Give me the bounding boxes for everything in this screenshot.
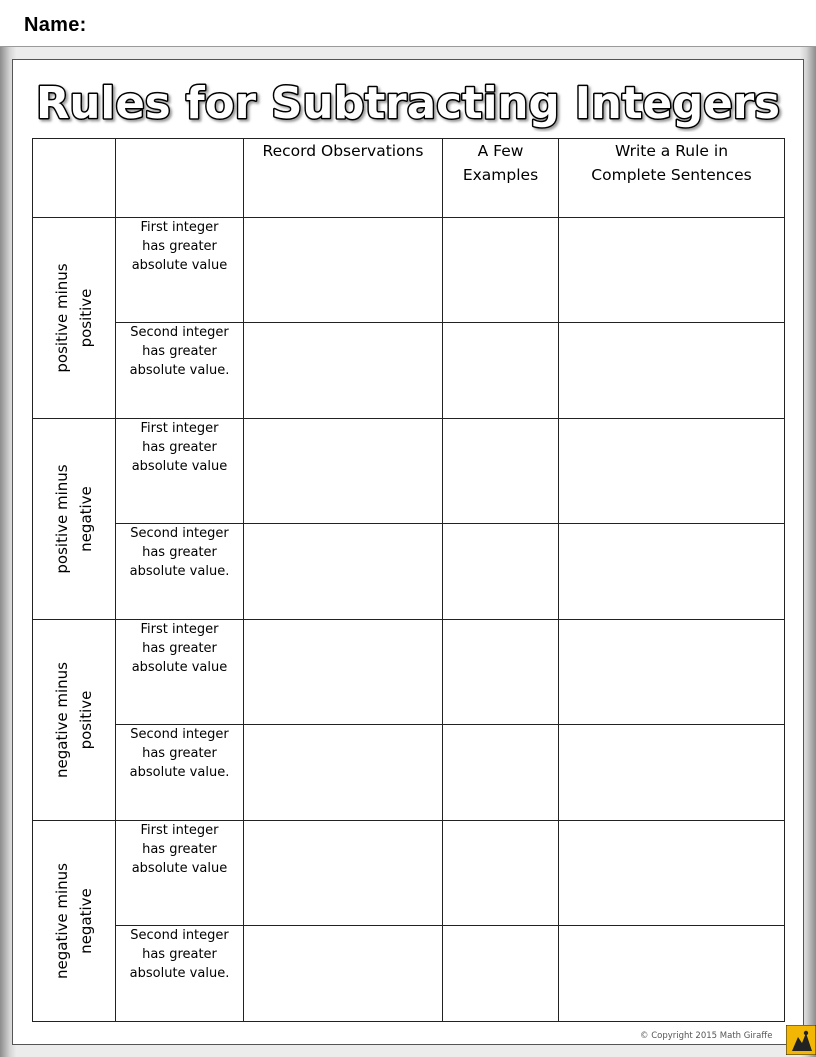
condition-text: has greater xyxy=(142,440,217,455)
condition-text: has greater xyxy=(142,239,217,254)
examples-answer-cell[interactable] xyxy=(443,419,559,524)
condition-text: First integer xyxy=(140,823,219,838)
condition-cell xyxy=(116,218,244,323)
observations-answer-cell[interactable] xyxy=(244,218,443,323)
copyright-text: © Copyright 2015 Math Giraffe xyxy=(640,1031,773,1041)
examples-answer-cell[interactable] xyxy=(443,926,559,1022)
condition-text: has greater xyxy=(142,947,217,962)
examples-answer-cell[interactable] xyxy=(443,323,559,419)
group-label xyxy=(50,424,98,614)
observations-answer-cell[interactable] xyxy=(244,323,443,419)
header-write-a-rule-label: Write a Rule in Complete Sentences xyxy=(591,142,752,184)
name-label: Name: xyxy=(24,14,87,36)
group-label-cell xyxy=(33,620,116,821)
header-record-observations-label: Record Observations xyxy=(262,142,424,160)
rule-answer-cell[interactable] xyxy=(559,926,785,1022)
table-row xyxy=(33,725,785,821)
condition-text: absolute value. xyxy=(129,966,230,981)
rule-answer-cell[interactable] xyxy=(559,821,785,926)
rule-answer-cell[interactable] xyxy=(559,725,785,821)
condition-text: has greater xyxy=(142,842,217,857)
examples-answer-cell[interactable] xyxy=(443,218,559,323)
condition-text: First integer xyxy=(140,220,219,235)
group-label-cell xyxy=(33,419,116,620)
observations-answer-cell[interactable] xyxy=(244,725,443,821)
group-label-cell xyxy=(33,218,116,419)
observations-answer-cell[interactable] xyxy=(244,821,443,926)
condition-text: has greater xyxy=(142,641,217,656)
header-cell-blank-1 xyxy=(33,139,116,218)
math-giraffe-logo-icon xyxy=(786,1025,816,1055)
condition-text: Second integer xyxy=(130,526,229,541)
condition-text: absolute value xyxy=(131,660,228,675)
condition-text: absolute value. xyxy=(129,564,230,579)
condition-cell xyxy=(116,725,244,821)
table-row xyxy=(33,323,785,419)
examples-answer-cell[interactable] xyxy=(443,725,559,821)
title-text: Rules for Subtracting Integers xyxy=(36,78,780,129)
group-label-line: positive xyxy=(77,690,95,750)
condition-text: First integer xyxy=(140,421,219,436)
rule-answer-cell[interactable] xyxy=(559,620,785,725)
group-label-line: negative xyxy=(77,486,95,552)
observations-answer-cell[interactable] xyxy=(244,524,443,620)
header-write-a-rule xyxy=(559,139,785,218)
rule-answer-cell[interactable] xyxy=(559,218,785,323)
table-row xyxy=(33,620,785,725)
observations-answer-cell[interactable] xyxy=(244,419,443,524)
examples-answer-cell[interactable] xyxy=(443,821,559,926)
group-label xyxy=(50,223,98,413)
condition-text: Second integer xyxy=(130,928,229,943)
condition-cell xyxy=(116,620,244,725)
group-label-line: negative xyxy=(77,888,95,954)
condition-text: Second integer xyxy=(130,325,229,340)
condition-text: Second integer xyxy=(130,727,229,742)
header-record-observations xyxy=(244,139,443,218)
condition-text: absolute value xyxy=(131,459,228,474)
rule-answer-cell[interactable] xyxy=(559,419,785,524)
group-label-line: positive minus xyxy=(53,263,71,373)
header-a-few-examples-label: A Few Examples xyxy=(462,142,539,184)
table-row xyxy=(33,524,785,620)
condition-text: First integer xyxy=(140,622,219,637)
observations-answer-cell[interactable] xyxy=(244,926,443,1022)
condition-cell xyxy=(116,323,244,419)
group-label xyxy=(50,625,98,815)
condition-cell xyxy=(116,524,244,620)
group-label-line: negative minus xyxy=(53,662,71,778)
table-row xyxy=(33,821,785,926)
worksheet-title xyxy=(28,72,788,132)
condition-cell xyxy=(116,821,244,926)
group-label-line: positive xyxy=(77,288,95,348)
header-a-few-examples xyxy=(443,139,559,218)
examples-answer-cell[interactable] xyxy=(443,524,559,620)
condition-text: has greater xyxy=(142,545,217,560)
condition-text: absolute value xyxy=(131,258,228,273)
rules-table xyxy=(32,138,785,1022)
rule-answer-cell[interactable] xyxy=(559,524,785,620)
examples-answer-cell[interactable] xyxy=(443,620,559,725)
table-row xyxy=(33,419,785,524)
condition-cell xyxy=(116,926,244,1022)
condition-text: absolute value. xyxy=(129,363,230,378)
table-row xyxy=(33,218,785,323)
group-label-line: negative minus xyxy=(53,863,71,979)
condition-cell xyxy=(116,419,244,524)
condition-text: has greater xyxy=(142,344,217,359)
group-label-line: positive minus xyxy=(53,464,71,574)
table-row xyxy=(33,926,785,1022)
header-cell-blank-2 xyxy=(116,139,244,218)
group-label-cell xyxy=(33,821,116,1022)
group-label xyxy=(50,826,98,1016)
condition-text: absolute value xyxy=(131,861,228,876)
condition-text: has greater xyxy=(142,746,217,761)
condition-text: absolute value. xyxy=(129,765,230,780)
rule-answer-cell[interactable] xyxy=(559,323,785,419)
observations-answer-cell[interactable] xyxy=(244,620,443,725)
